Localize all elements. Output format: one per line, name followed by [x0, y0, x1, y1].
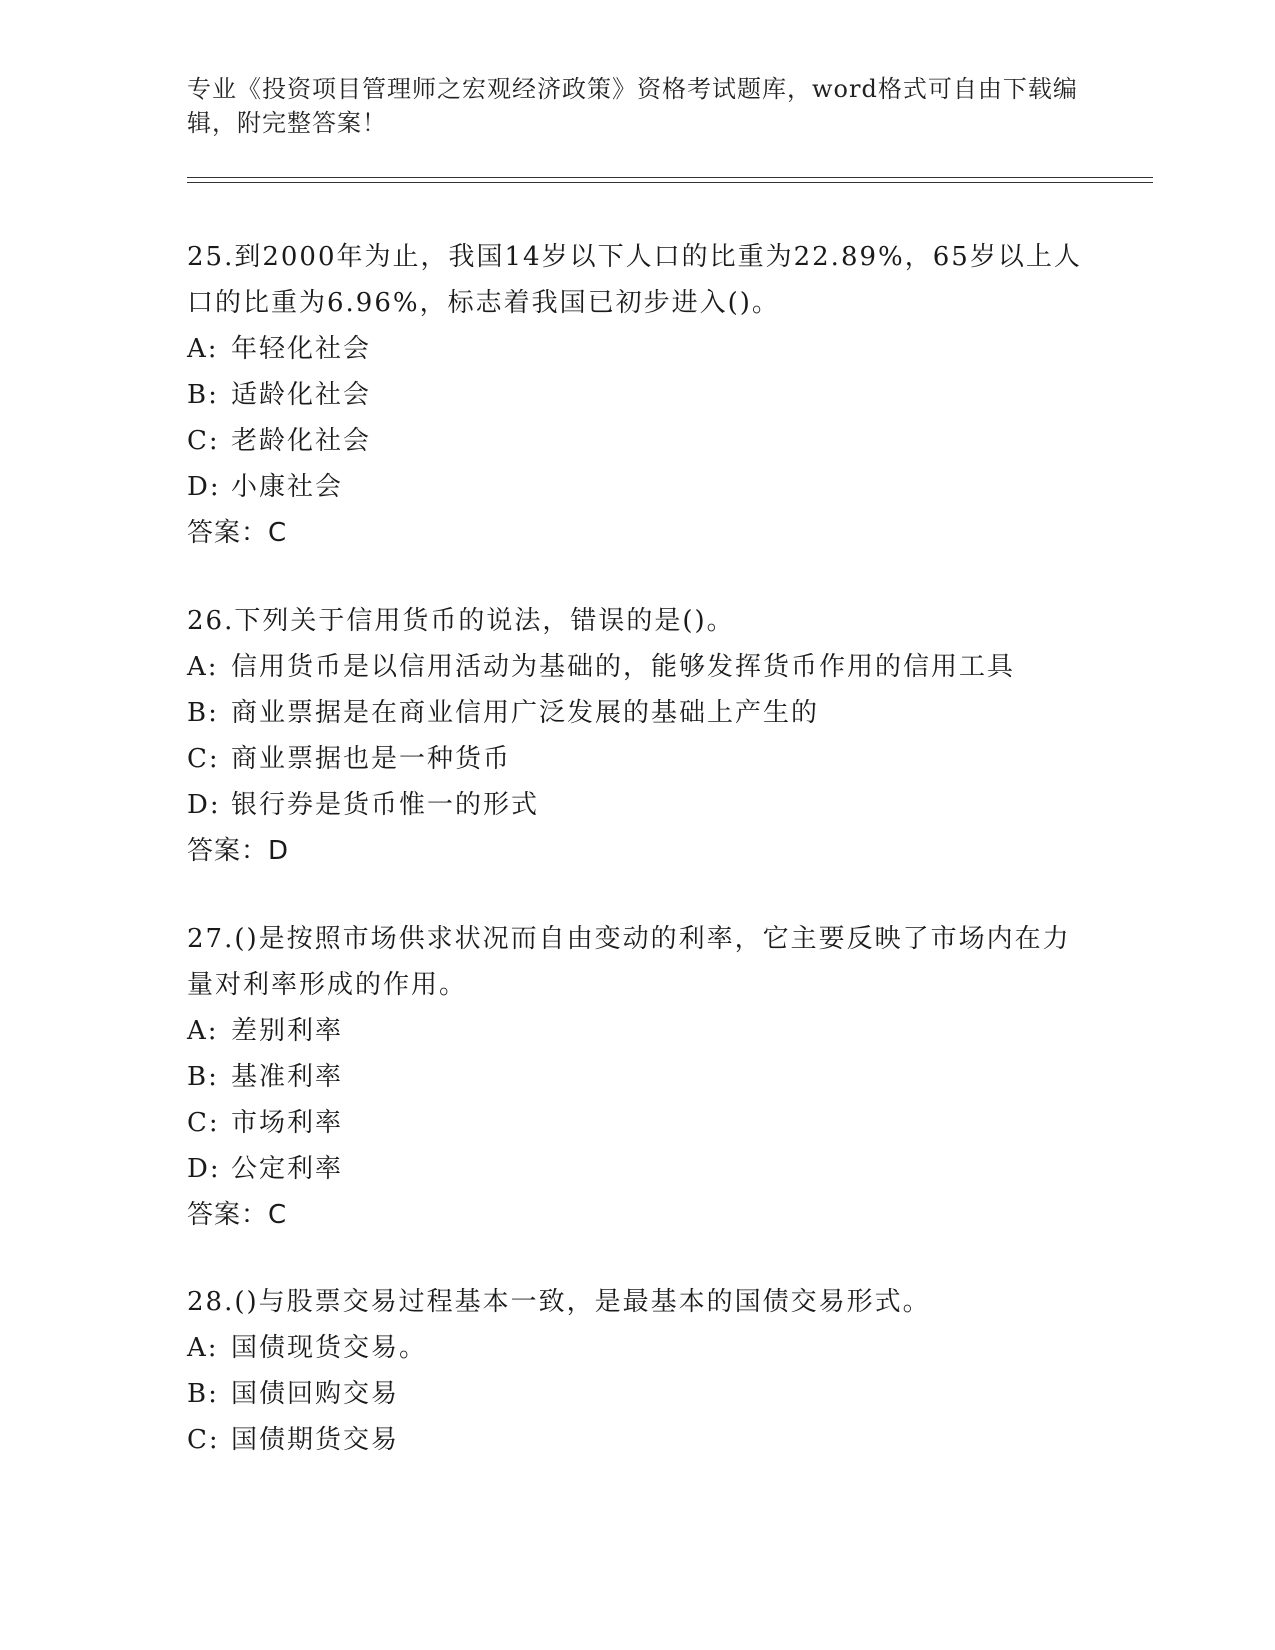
- answer-line: 答案：C: [187, 1200, 288, 1230]
- option-c: [187, 1100, 1087, 1146]
- question-stem: 26.下列关于信用货币的说法，错误的是()。: [187, 606, 735, 636]
- option-text: 市场利率: [231, 1108, 344, 1138]
- option-b: [187, 690, 1087, 736]
- option-c: [187, 418, 1087, 464]
- option-key: D:: [187, 790, 221, 820]
- question-stem: 25.到2000年为止，我国14岁以下人口的比重为22.89%，65岁以上人口的比重为6.96%，标志着我国已初步进入()。: [187, 242, 1082, 318]
- option-c: [187, 736, 1087, 782]
- option-text: 信用货币是以信用活动为基础的，能够发挥货币作用的信用工具: [231, 652, 1016, 682]
- option-text: 小康社会: [231, 472, 344, 502]
- option-text: 商业票据是在商业信用广泛发展的基础上产生的: [231, 698, 820, 728]
- answer-line: 答案：C: [187, 518, 288, 548]
- option-key: A:: [187, 334, 219, 364]
- option-b: [187, 1054, 1087, 1100]
- option-key: C:: [187, 744, 220, 774]
- question-27: [187, 916, 1087, 1238]
- option-key: C:: [187, 1108, 220, 1138]
- header-divider-bottom: [187, 182, 1153, 183]
- option-key: C:: [187, 426, 220, 456]
- option-a: [187, 326, 1087, 372]
- option-key: A:: [187, 652, 219, 682]
- option-d: [187, 1146, 1087, 1192]
- question-stem: 27.()是按照市场供求状况而自由变动的利率，它主要反映了市场内在力量对利率形成的作用。: [187, 924, 1071, 1000]
- document-header: 专业《投资项目管理师之宏观经济政策》资格考试题库，word格式可自由下载编辑，附完整答案！: [187, 75, 1078, 137]
- option-d: [187, 782, 1087, 828]
- option-key: A:: [187, 1333, 219, 1363]
- option-key: D:: [187, 1154, 221, 1184]
- question-26: [187, 598, 1087, 874]
- option-text: 公定利率: [231, 1154, 344, 1184]
- question-28: [187, 1279, 1087, 1463]
- option-a: [187, 1008, 1087, 1054]
- option-key: A:: [187, 1016, 219, 1046]
- option-key: C:: [187, 1425, 220, 1455]
- option-a: [187, 644, 1087, 690]
- option-text: 国债现货交易。: [231, 1333, 428, 1363]
- option-a: [187, 1325, 1087, 1371]
- question-stem: 28.()与股票交易过程基本一致，是最基本的国债交易形式。: [187, 1287, 931, 1317]
- answer-line: 答案：D: [187, 836, 290, 866]
- option-key: B:: [187, 1379, 219, 1409]
- option-key: D:: [187, 472, 221, 502]
- option-b: [187, 372, 1087, 418]
- option-text: 国债回购交易: [231, 1379, 400, 1409]
- option-text: 老龄化社会: [231, 426, 372, 456]
- option-key: B:: [187, 380, 219, 410]
- option-text: 差别利率: [231, 1016, 344, 1046]
- option-c: [187, 1417, 1087, 1463]
- option-text: 商业票据也是一种货币: [231, 744, 512, 774]
- option-text: 适龄化社会: [231, 380, 372, 410]
- question-25: [187, 234, 1087, 556]
- header-divider-top: [187, 177, 1153, 178]
- option-text: 国债期货交易: [231, 1425, 400, 1455]
- option-key: B:: [187, 1062, 219, 1092]
- option-d: [187, 464, 1087, 510]
- option-text: 基准利率: [231, 1062, 344, 1092]
- option-text: 年轻化社会: [231, 334, 372, 364]
- option-text: 银行券是货币惟一的形式: [231, 790, 540, 820]
- option-b: [187, 1371, 1087, 1417]
- option-key: B:: [187, 698, 219, 728]
